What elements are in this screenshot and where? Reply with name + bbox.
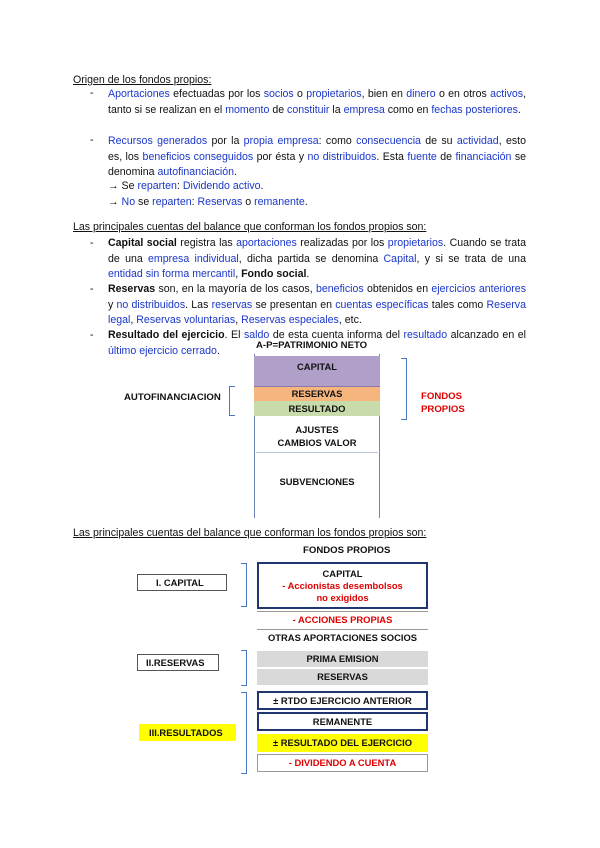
arrow-no-reparten: → No se reparten: Reservas o remanente. [108,196,308,208]
diagram2-title: FONDOS PROPIOS [303,545,391,556]
reservas-brace [241,650,247,686]
remanente-row: REMANENTE [257,712,428,731]
resultados-brace [241,692,247,774]
bullet-dash: - [90,134,94,146]
account-resultado: Resultado del ejercicio. El saldo de esta cuenta informa del resultado alcanzado en el último ejercicio cerrado. [108,329,526,357]
resultados-label: III.RESULTADOS [139,724,236,741]
reservas-row: RESERVAS [257,669,428,685]
bullet-dash: - [90,283,94,295]
otras-aportaciones-row: OTRAS APORTACIONES SOCIOS [257,629,428,645]
acciones-propias-row: - ACCIONES PROPIAS [257,611,428,627]
origin-item-aportaciones: Aportaciones efectuadas por los socios o propietarios, bien en dinero o en otros activos, tanto si se realizan en el momento de constituir la empresa como en fechas posteriores. [108,88,527,116]
capital-label: I. CAPITAL [137,574,227,591]
account-reservas: Reservas son, en la mayoría de los casos, beneficios obtenidos en ejercicios anteriores y no distribuidos. Las reservas se presentan en cuentas específicas tales como Reserva legal, Reservas voluntarias, Reservas especiales, etc. [108,283,526,326]
diagram1-title: A-P=PATRIMONIO NETO [256,340,368,351]
origin-item-recursos: Recursos generados por la propia empresa: como consecuencia de su actividad, esto es, los beneficios conseguidos por ésta y no distribuidos. Esta fuente de financiación se denomina autofinanciación. [108,135,527,178]
resultado-ejercicio-row: ± RESULTADO DEL EJERCICIO [257,734,428,752]
account-capital-social: Capital social registra las aportaciones realizadas por los propietarios. Cuando se trata de una empresa individual, dicha partida se denomina Capital, y si se trata de una entidad sin forma mercantil, Fondo social. [108,237,526,280]
autofinanciacion-brace [229,386,235,416]
bullet-dash: - [90,329,94,341]
ajustes-block: AJUSTES CAMBIOS VALOR [277,424,357,448]
bullet-dash: - [90,237,94,249]
resultado-block: RESULTADO [254,401,380,416]
autofinanciacion-label: AUTOFINANCIACION [124,392,221,403]
section2-heading: Las principales cuentas del balance que conforman los fondos propios son: [73,221,427,233]
subvenciones-block: SUBVENCIONES [279,476,355,487]
arrow-reparten: → Se reparten: Dividendo activo. [108,180,264,192]
accionistas-desembolsos: - Accionistas desembolsos no exigidos [282,580,403,603]
rtdo-anterior-row: ± RTDO EJERCICIO ANTERIOR [257,691,428,710]
section3-heading: Las principales cuentas del balance que conforman los fondos propios son: [73,527,427,539]
fondos-propios-label: FONDOS PROPIOS [421,391,465,415]
capital-brace [241,563,247,607]
capital-box-title: CAPITAL [322,568,363,579]
reservas-block: RESERVAS [254,387,380,401]
prima-emision-row: PRIMA EMISION [257,651,428,667]
term: Aportaciones [108,88,170,100]
bullet-dash: - [90,87,94,99]
fondos-propios-brace [401,358,407,420]
capital-block: CAPITAL [254,356,380,387]
divider [256,452,378,453]
section1-heading: Origen de los fondos propios: [73,74,212,86]
capital-box [257,562,428,609]
reservas-label: II.RESERVAS [137,654,219,671]
dividendo-a-cuenta-row: - DIVIDENDO A CUENTA [257,754,428,772]
